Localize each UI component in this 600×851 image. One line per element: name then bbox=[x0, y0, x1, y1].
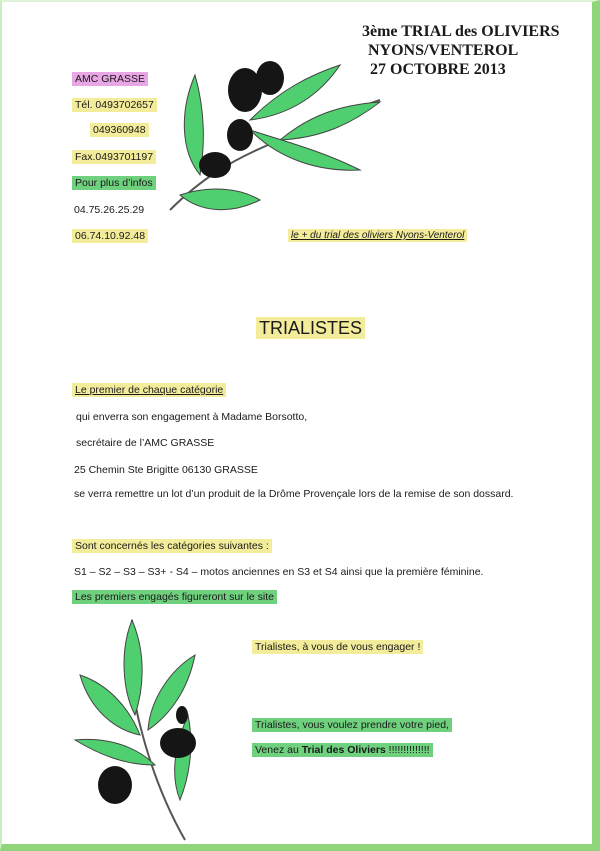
tagline: le + du trial des oliviers Nyons-Venterol bbox=[288, 229, 467, 243]
event-location: NYONS/VENTEROL bbox=[368, 42, 519, 59]
info-phone-1: 04.75.26.25.29 bbox=[74, 204, 145, 216]
event-title: 3ème TRIAL des OLIVIERS bbox=[362, 23, 560, 40]
olive-branch-top-icon bbox=[160, 60, 390, 220]
event-date: 27 OCTOBRE 2013 bbox=[370, 61, 506, 78]
club-fax: Fax.0493701197 bbox=[72, 150, 156, 164]
body-line-4: se verra remettre un lot d’un produit de la Drôme Provençale lors de la remise de son dossard. bbox=[74, 488, 514, 500]
page-heading: TRIALISTES bbox=[256, 318, 365, 338]
body-line-3: 25 Chemin Ste Brigitte 06130 GRASSE bbox=[74, 464, 258, 476]
categories-list: S1 – S2 – S3 – S3+ - S4 – motos anciennes en S3 et S4 ainsi que la première féminine. bbox=[74, 566, 484, 578]
closing-call-1: Trialistes, à vous de vous engager ! bbox=[252, 640, 423, 654]
club-tel-2: 049360948 bbox=[90, 123, 149, 137]
closing-call-3: Venez au Trial des Oliviers !!!!!!!!!!!!!! bbox=[252, 743, 433, 757]
closing-call-2: Trialistes, vous voulez prendre votre pied, bbox=[252, 718, 452, 732]
info-label: Pour plus d’infos bbox=[72, 176, 156, 190]
olive-branch-bottom-icon bbox=[70, 615, 210, 845]
lead-line: Le premier de chaque catégorie bbox=[72, 383, 226, 397]
site-note: Les premiers engagés figureront sur le site bbox=[72, 590, 277, 604]
body-line-1: qui enverra son engagement à Madame Borsotto, bbox=[76, 411, 308, 423]
club-name: AMC GRASSE bbox=[72, 72, 148, 86]
categories-label: Sont concernés les catégories suivantes : bbox=[72, 539, 272, 553]
body-line-2: secrétaire de l’AMC GRASSE bbox=[76, 437, 215, 449]
info-phone-2: 06.74.10.92.48 bbox=[72, 229, 148, 243]
club-tel: Tél. 0493702657 bbox=[72, 98, 157, 112]
